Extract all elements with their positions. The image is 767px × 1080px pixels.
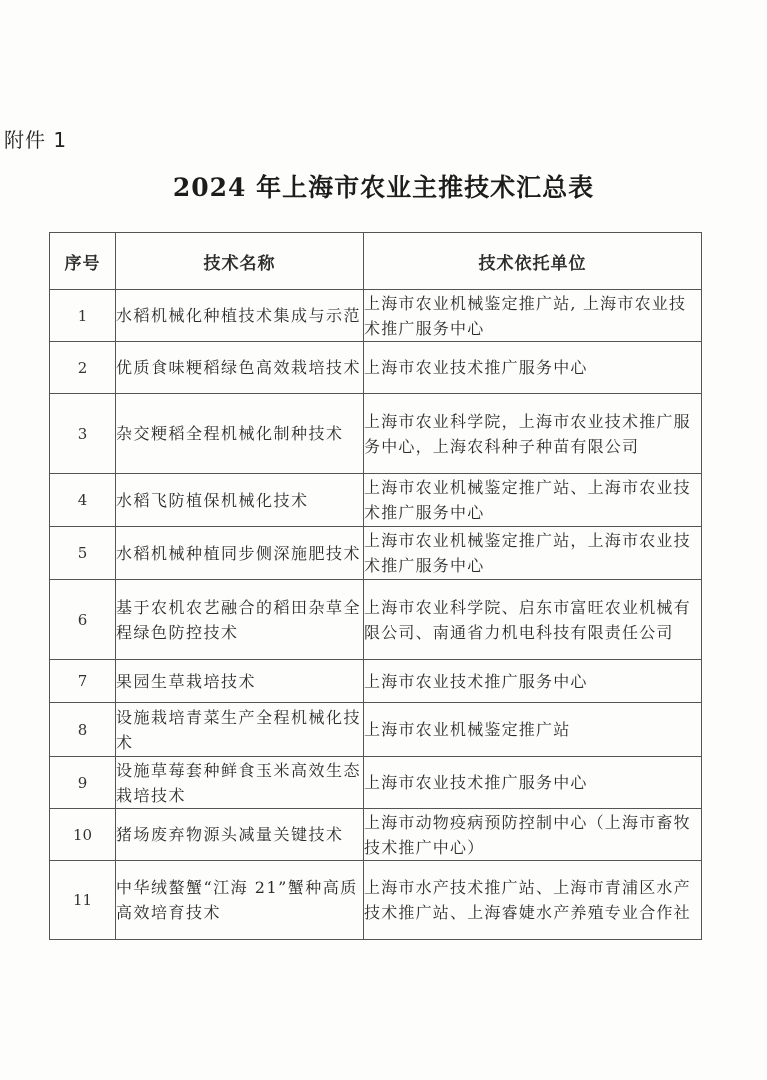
row-tech-name: 猪场废弃物源头减量关键技术 (116, 809, 364, 861)
table-row (50, 394, 702, 474)
row-tech-name: 基于农机农艺融合的稻田杂草全程绿色防控技术 (116, 580, 364, 660)
table-row (50, 474, 702, 527)
row-supporting-unit: 上海市农业科学院，上海市农业技术推广服务中心，上海农科种子种苗有限公司 (364, 394, 702, 474)
table-row (50, 660, 702, 703)
row-index: 7 (50, 660, 116, 703)
table-row (50, 290, 702, 342)
technology-summary-table (49, 232, 702, 940)
header-index: 序号 (50, 233, 116, 290)
row-tech-name: 设施栽培青菜生产全程机械化技术 (116, 703, 364, 757)
row-supporting-unit: 上海市农业技术推广服务中心 (364, 757, 702, 809)
row-tech-name: 水稻飞防植保机械化技术 (116, 474, 364, 527)
row-index: 4 (50, 474, 116, 527)
row-tech-name: 果园生草栽培技术 (116, 660, 364, 703)
row-index: 9 (50, 757, 116, 809)
row-index: 11 (50, 861, 116, 940)
row-supporting-unit: 上海市农业机械鉴定推广站，上海市农业技术推广服务中心 (364, 527, 702, 580)
row-tech-name: 杂交粳稻全程机械化制种技术 (116, 394, 364, 474)
row-index: 6 (50, 580, 116, 660)
row-index: 8 (50, 703, 116, 757)
row-tech-name: 优质食味粳稻绿色高效栽培技术 (116, 342, 364, 394)
row-supporting-unit: 上海市农业机械鉴定推广站、上海市农业技术推广服务中心 (364, 474, 702, 527)
row-tech-name: 水稻机械化种植技术集成与示范 (116, 290, 364, 342)
table-row (50, 861, 702, 940)
row-supporting-unit: 上海市农业技术推广服务中心 (364, 342, 702, 394)
row-index: 3 (50, 394, 116, 474)
row-index: 5 (50, 527, 116, 580)
table-row (50, 809, 702, 861)
row-index: 1 (50, 290, 116, 342)
header-supporting-unit: 技术依托单位 (364, 233, 702, 290)
row-supporting-unit: 上海市水产技术推广站、上海市青浦区水产技术推广站、上海睿婕水产养殖专业合作社 (364, 861, 702, 940)
row-index: 10 (50, 809, 116, 861)
attachment-label: 附件 1 (4, 128, 68, 152)
table-row (50, 342, 702, 394)
row-tech-name: 中华绒螯蟹“江海 21”蟹种高质高效培育技术 (116, 861, 364, 940)
row-supporting-unit: 上海市农业科学院、启东市富旺农业机械有限公司、南通省力机电科技有限责任公司 (364, 580, 702, 660)
header-tech-name: 技术名称 (116, 233, 364, 290)
row-tech-name: 水稻机械种植同步侧深施肥技术 (116, 527, 364, 580)
table-row (50, 757, 702, 809)
table-row (50, 703, 702, 757)
table-row (50, 527, 702, 580)
row-supporting-unit: 上海市农业技术推广服务中心 (364, 660, 702, 703)
row-supporting-unit: 上海市动物疫病预防控制中心（上海市畜牧技术推广中心） (364, 809, 702, 861)
table-header-row (50, 233, 702, 290)
page-title: 2024 年上海市农业主推技术汇总表 (172, 173, 595, 202)
row-index: 2 (50, 342, 116, 394)
row-supporting-unit: 上海市农业机械鉴定推广站, 上海市农业技术推广服务中心 (364, 290, 702, 342)
row-supporting-unit: 上海市农业机械鉴定推广站 (364, 703, 702, 757)
table-row (50, 580, 702, 660)
row-tech-name: 设施草莓套种鲜食玉米高效生态栽培技术 (116, 757, 364, 809)
